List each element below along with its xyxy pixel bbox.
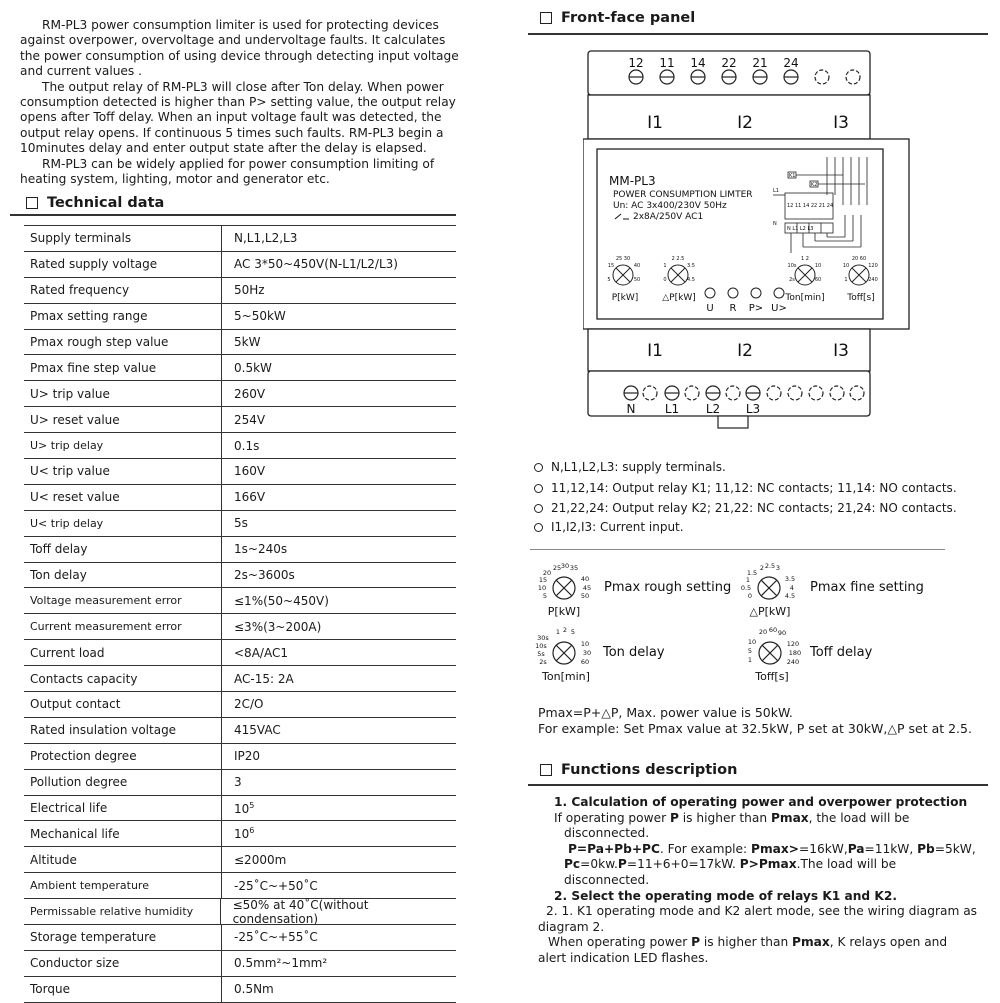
table-cell-value <box>222 982 274 996</box>
value-text: 3 <box>234 775 242 790</box>
toff-dial-unit: Toff[s] <box>755 670 789 683</box>
value-text: 1s~240s <box>234 542 288 557</box>
svg-text:5s: 5s <box>537 650 545 658</box>
table-row <box>24 873 456 899</box>
svg-text:3.5: 3.5 <box>784 575 796 583</box>
svg-text:20: 20 <box>542 569 552 577</box>
ct-label-i1-top: I1 <box>647 113 663 133</box>
terminal-label-12: 12 <box>628 56 644 70</box>
led-label-p: P> <box>748 303 764 314</box>
led-label-u-over: U> <box>771 303 787 314</box>
svg-text:20 60: 20 60 <box>851 256 867 262</box>
diagram-label-terminals: 12 11 14 22 21 24 <box>787 203 834 209</box>
svg-text:3: 3 <box>775 564 781 572</box>
svg-text:2s: 2s <box>539 658 547 666</box>
value-text: ≤2000m <box>234 852 287 867</box>
table-cell-label: Rated supply voltage <box>24 252 222 277</box>
intro-paragraph-1: RM-PL3 power consumption limiter is used for protecting devices against overpower, overvoltage and undervoltage faults. It calculates the power consumption of using device through detecting input voltage and current values . <box>20 18 459 79</box>
table-row <box>24 252 456 278</box>
table-row <box>24 666 456 692</box>
value-text: N,L1,L2,L3 <box>234 231 298 246</box>
table-cell-label: Protection degree <box>24 744 222 769</box>
table-cell-label: U< reset value <box>24 485 222 510</box>
functions-text-1a: If operating power P is higher than Pmax, the load will be disconnected. <box>554 810 910 841</box>
table-cell-value <box>222 749 260 763</box>
svg-text:10: 10 <box>537 584 547 592</box>
value-text: 415VAC <box>234 723 281 738</box>
table-row <box>24 951 456 977</box>
functions-heading-1: 1. Calculation of operating power and overpower protection <box>554 795 968 809</box>
value-text: 254V <box>234 412 266 427</box>
functions-heading <box>540 762 737 778</box>
table-cell-label: Ton delay <box>24 563 222 588</box>
diagram-label-n: N <box>773 221 777 227</box>
intro-paragraph-3: RM-PL3 can be widely applied for power consumption limiting of heating system, lighting, motor and generator etc. <box>20 156 435 187</box>
svg-text:5: 5 <box>542 592 548 600</box>
front-face-panel-heading <box>540 10 695 26</box>
table-cell-value <box>222 542 287 556</box>
table-row <box>24 563 456 589</box>
svg-text:1.5: 1.5 <box>746 569 758 577</box>
table-cell-label: Pmax fine step value <box>24 355 222 380</box>
table-cell-value <box>222 361 272 375</box>
functions-body <box>538 795 978 967</box>
table-row <box>24 899 456 925</box>
ton-dial-icon <box>553 642 575 664</box>
value-text: 5s <box>234 516 248 531</box>
svg-text:10: 10 <box>747 638 757 646</box>
svg-text:25 30: 25 30 <box>615 256 631 262</box>
svg-text:4: 4 <box>789 584 795 592</box>
table-cell-label: Altitude <box>24 847 222 872</box>
checkbox-square-icon <box>540 12 552 24</box>
table-row <box>24 304 456 330</box>
table-row <box>24 511 456 537</box>
legend-text: I1,I2,I3: Current input. <box>551 520 684 534</box>
din-clip <box>718 416 748 428</box>
svg-text:1: 1 <box>555 628 561 636</box>
value-text: 5~50kW <box>234 309 286 324</box>
value-text: 5kW <box>234 335 261 349</box>
value-text: 10 <box>234 801 250 816</box>
table-cell-value <box>222 697 264 711</box>
diagram-label-l1: L1 <box>773 188 779 194</box>
terminal-label-l2: L2 <box>705 402 721 416</box>
table-row <box>24 355 456 381</box>
table-row <box>24 588 456 614</box>
model-spec-voltage: Un: AC 3x400/230V 50Hz <box>613 201 727 211</box>
terminal-screw-icon <box>722 70 736 84</box>
terminal-screw-icon <box>624 386 638 400</box>
svg-text:10s: 10s <box>787 263 797 269</box>
value-text: 0.5Nm <box>234 982 274 997</box>
table-cell-value <box>222 826 254 841</box>
value-text: 2s~3600s <box>234 568 295 583</box>
value-text: 0.1s <box>234 438 260 453</box>
svg-text:0: 0 <box>747 592 753 600</box>
ct-label-i1-bottom: I1 <box>647 341 663 361</box>
table-row <box>24 433 456 459</box>
table-cell-value <box>222 283 265 297</box>
terminal-screw-icon <box>746 386 760 400</box>
legend-item <box>534 501 957 515</box>
table-cell-value <box>222 439 259 453</box>
terminal-label-n: N <box>626 402 636 416</box>
led-u-icon <box>705 288 715 298</box>
terminal-label-l3: L3 <box>745 402 761 416</box>
functions-heading-2: 2. Select the operating mode of relays K1 and K2. <box>554 888 897 903</box>
legend-item <box>534 460 726 474</box>
table-cell-label: U> trip value <box>24 381 222 406</box>
svg-text:0: 0 <box>663 277 667 283</box>
panel-top-ct-band <box>588 95 870 139</box>
table-row <box>24 407 456 433</box>
functions-text-1c: Pc=0kw.P=11+6+0=17kW. P>Pmax.The load will be disconnected. <box>564 857 897 887</box>
ct-label-i2-bottom: I2 <box>737 341 753 361</box>
rough-dial-name: Pmax rough setting <box>604 580 732 595</box>
svg-text:40: 40 <box>633 263 641 269</box>
legend-text: 11,12,14: Output relay K1; 11,12: NC contacts; 11,14: NO contacts. <box>551 481 957 495</box>
table-cell-label: U< trip value <box>24 459 222 484</box>
svg-text:15: 15 <box>607 263 615 269</box>
svg-text:30: 30 <box>560 562 570 570</box>
table-cell-value <box>222 594 329 608</box>
value-text: IP20 <box>234 749 261 764</box>
dial-label-p: P[kW] <box>611 293 639 303</box>
table-cell-value <box>222 257 398 271</box>
svg-text:60: 60 <box>768 626 778 634</box>
table-cell-label: Rated insulation voltage <box>24 718 222 743</box>
bullet-circle-icon <box>534 463 543 472</box>
table-row <box>24 925 456 951</box>
table-row <box>24 640 456 666</box>
table-cell-value <box>222 309 286 323</box>
svg-text:3.5: 3.5 <box>687 263 695 269</box>
diagram-label-k2: K2 <box>811 182 818 188</box>
svg-text:60: 60 <box>814 277 822 283</box>
table-cell-label: Voltage measurement error <box>24 588 222 613</box>
terminal-label-21: 21 <box>752 56 768 70</box>
table-cell-value <box>222 646 288 660</box>
terminal-screw-icon <box>691 70 705 84</box>
led-r-icon <box>728 288 738 298</box>
checkbox-square-icon <box>540 764 552 776</box>
led-label-u: U <box>706 303 714 314</box>
table-cell-label: Current load <box>24 640 222 665</box>
svg-text:50: 50 <box>633 277 641 283</box>
svg-text:1 2: 1 2 <box>801 256 809 262</box>
table-row <box>24 459 456 485</box>
table-row <box>24 718 456 744</box>
ct-label-i3-top: I3 <box>833 113 849 133</box>
svg-text:120: 120 <box>868 263 878 269</box>
ton-dial-name: Ton delay <box>603 645 665 660</box>
functions-text-2b: When operating power P is higher than Pmax, K relays open and alert indication LED flashes. <box>538 935 948 965</box>
table-cell-label: Pmax setting range <box>24 304 222 329</box>
value-text: 10 <box>234 827 250 842</box>
empty-terminal-icon <box>846 70 860 84</box>
value-text: ≤50% at 40˚C(without condensation) <box>232 897 369 926</box>
svg-text:5: 5 <box>747 647 753 655</box>
svg-text:1: 1 <box>663 263 667 269</box>
dial-label-ton: Ton[min] <box>785 293 825 303</box>
diagram-label-supply: N L1 L2 L3 <box>787 226 814 232</box>
table-row <box>24 744 456 770</box>
led-u-over-icon <box>774 288 784 298</box>
svg-text:10s: 10s <box>535 642 547 650</box>
table-cell-label: Electrical life <box>24 796 222 821</box>
table-cell-label: U> reset value <box>24 407 222 432</box>
svg-text:90: 90 <box>777 629 787 637</box>
front-face-panel-title: Front-face panel <box>561 10 696 26</box>
checkbox-square-icon <box>26 197 38 209</box>
terminal-label-22: 22 <box>721 56 737 70</box>
value-text: 0.5kW <box>234 360 272 375</box>
value-text: ≤3%(3~200A) <box>234 619 322 634</box>
svg-text:2: 2 <box>759 564 765 572</box>
dial-delta-p-icon <box>668 265 688 285</box>
rough-dial-unit: P[kW] <box>547 605 581 618</box>
table-cell-label: Supply terminals <box>24 226 222 251</box>
svg-text:30: 30 <box>582 649 592 657</box>
svg-text:35: 35 <box>569 564 579 572</box>
svg-text:10: 10 <box>814 263 822 269</box>
legend-text: N,L1,L2,L3: supply terminals. <box>551 460 726 474</box>
table-cell-value <box>222 387 265 401</box>
intro-text <box>20 18 465 187</box>
table-cell-label: Conductor size <box>24 951 222 976</box>
table-cell-value <box>222 853 286 867</box>
table-cell-value <box>222 231 297 245</box>
table-row <box>24 977 456 1003</box>
terminal-label-l1: L1 <box>664 402 680 416</box>
terminal-screw-icon <box>784 70 798 84</box>
value-text: 166V <box>234 490 266 505</box>
bullet-circle-icon <box>534 484 543 493</box>
table-row <box>24 225 456 252</box>
table-row <box>24 485 456 511</box>
table-cell-value <box>222 335 260 349</box>
svg-text:10: 10 <box>842 263 850 269</box>
table-row <box>24 847 456 873</box>
value-text: ≤1%(50~450V) <box>234 593 329 608</box>
svg-text:120: 120 <box>786 640 800 648</box>
table-row <box>24 537 456 563</box>
svg-text:20: 20 <box>758 628 768 636</box>
dial-explanations <box>530 558 990 688</box>
table-row <box>24 381 456 407</box>
table-row <box>24 330 456 356</box>
table-row <box>24 614 456 640</box>
value-text: -25˚C~+50˚C <box>234 878 318 893</box>
intro-paragraph-2: The output relay of RM-PL3 will close after Ton delay. When power consumption detected is higher than P> setting value, the output relay opens after Toff delay. When an input voltage fault was detected, the output relay opens. If continuous 5 times such faults. RM-PL3 begin a 10minutes delay and enter output state after the delay is elapsed. <box>20 79 456 156</box>
table-row <box>24 821 456 847</box>
svg-text:2 2.5: 2 2.5 <box>671 256 685 262</box>
svg-text:240: 240 <box>786 658 800 666</box>
bullet-circle-icon <box>534 523 543 532</box>
table-cell-value <box>222 413 265 427</box>
table-cell-label: U> trip delay <box>24 433 222 458</box>
svg-text:50: 50 <box>580 592 590 600</box>
svg-text:1: 1 <box>747 656 753 664</box>
value-text: <8A/AC1 <box>234 645 288 660</box>
terminal-screw-icon <box>629 70 643 84</box>
terminal-screw-icon <box>753 70 767 84</box>
table-cell-value <box>222 620 321 634</box>
table-cell-label: U< trip delay <box>24 511 222 536</box>
table-cell-label: Current measurement error <box>24 614 222 639</box>
table-cell-value <box>222 775 242 789</box>
value-exponent: 6 <box>249 826 255 836</box>
svg-text:180: 180 <box>788 649 802 657</box>
functions-text-1b: P=Pa+Pb+PC. For example: Pmax>=16kW,Pa=11kW, Pb=5kW, <box>568 841 976 856</box>
value-text: 50Hz <box>234 283 265 298</box>
value-exponent: 5 <box>249 800 255 810</box>
table-row <box>24 278 456 304</box>
svg-text:5: 5 <box>607 277 611 283</box>
table-cell-label: Ambient temperature <box>24 873 222 898</box>
value-text: 160V <box>234 464 266 479</box>
model-name: MM-PL3 <box>609 174 656 188</box>
technical-data-table <box>24 225 456 1003</box>
legend-item <box>534 520 684 534</box>
terminal-label-14: 14 <box>690 56 706 70</box>
value-text: -25˚C~+55˚C <box>234 930 318 945</box>
table-cell-value <box>222 801 254 816</box>
table-cell-label: Output contact <box>24 692 222 717</box>
ton-dial-unit: Ton[min] <box>542 670 590 683</box>
table-cell-value <box>222 672 294 686</box>
fine-dial-name: Pmax fine setting <box>810 580 924 595</box>
svg-text:0.5: 0.5 <box>740 584 752 592</box>
section-rule <box>528 784 988 786</box>
svg-text:1: 1 <box>745 576 751 584</box>
table-cell-label: Pollution degree <box>24 770 222 795</box>
led-label-r: R <box>729 303 737 314</box>
table-row <box>24 796 456 822</box>
svg-text:5: 5 <box>570 628 576 636</box>
dial-label-toff: Toff[s] <box>847 293 875 303</box>
value-text: AC 3*50~450V(N-L1/L2/L3) <box>234 257 398 272</box>
svg-text:240: 240 <box>868 277 878 283</box>
terminal-screw-icon <box>706 386 720 400</box>
svg-text:2s: 2s <box>789 277 795 283</box>
value-text: 0.5mm²~1mm² <box>234 956 328 971</box>
ct-label-i2-top: I2 <box>737 113 753 133</box>
technical-data-title: Technical data <box>47 195 165 211</box>
toff-dial-icon <box>759 642 781 664</box>
table-cell-label: Toff delay <box>24 537 222 562</box>
pmax-note-line-2: For example: Set Pmax value at 32.5kW, P set at 30kW,△P set at 2.5. <box>538 721 972 736</box>
divider <box>530 549 945 550</box>
terminal-label-11: 11 <box>659 56 675 70</box>
fine-dial-icon <box>758 577 780 599</box>
section-rule <box>10 214 456 216</box>
svg-text:15: 15 <box>538 576 548 584</box>
table-cell-value <box>222 956 327 970</box>
table-cell-label: Storage temperature <box>24 925 222 950</box>
terminal-screw-icon <box>660 70 674 84</box>
table-cell-value <box>222 930 318 944</box>
svg-text:60: 60 <box>580 658 590 666</box>
technical-data-heading <box>26 195 164 211</box>
svg-text:45: 45 <box>582 584 592 592</box>
table-row <box>24 770 456 796</box>
front-panel-drawing <box>583 45 913 435</box>
terminal-label-24: 24 <box>783 56 799 70</box>
table-cell-label: Rated frequency <box>24 278 222 303</box>
table-cell-value <box>222 516 248 530</box>
pmax-note-line-1: Pmax=P+△P, Max. power value is 50kW. <box>538 705 793 720</box>
model-spec-contacts: 2x8A/250V AC1 <box>633 212 704 222</box>
table-cell-value <box>222 464 265 478</box>
table-cell-value <box>222 879 318 893</box>
value-text: 260V <box>234 386 266 401</box>
led-p-icon <box>751 288 761 298</box>
panel-bottom-ct-band <box>588 329 870 371</box>
model-subtitle: POWER CONSUMPTION LIMTER <box>613 190 753 200</box>
svg-text:30s: 30s <box>537 634 549 642</box>
table-cell-value <box>221 898 456 926</box>
functions-title: Functions description <box>561 762 738 778</box>
svg-text:4.5: 4.5 <box>784 592 796 600</box>
ct-label-i3-bottom: I3 <box>833 341 849 361</box>
svg-text:2: 2 <box>562 626 568 634</box>
dial-ton-icon <box>795 265 815 285</box>
legend-text: 21,22,24: Output relay K2; 21,22: NC contacts; 21,24: NO contacts. <box>551 501 957 515</box>
svg-text:25: 25 <box>552 564 562 572</box>
value-text: AC-15: 2A <box>234 671 294 686</box>
section-rule <box>528 33 988 35</box>
table-cell-value <box>222 723 281 737</box>
rough-dial-icon <box>553 577 575 599</box>
diagram-label-k1: K1 <box>789 173 796 179</box>
functions-text-2a: 2. 1. K1 operating mode and K2 alert mode, see the wiring diagram as diagram 2. <box>538 904 978 934</box>
table-cell-label: Contacts capacity <box>24 666 222 691</box>
svg-text:40: 40 <box>580 575 590 583</box>
table-cell-label: Pmax rough step value <box>24 330 222 355</box>
fine-dial-unit: △P[kW] <box>749 605 791 618</box>
legend-item <box>534 481 957 495</box>
dial-label-delta-p: △P[kW] <box>662 293 696 303</box>
dial-p-kw-icon <box>613 265 633 285</box>
value-text: 2C/O <box>234 697 264 712</box>
pmax-note <box>538 705 972 737</box>
table-cell-value <box>222 490 265 504</box>
bullet-circle-icon <box>534 504 543 513</box>
empty-terminal-icon <box>815 70 829 84</box>
dial-toff-icon <box>849 265 869 285</box>
svg-text:4.5: 4.5 <box>687 277 695 283</box>
table-cell-value <box>222 568 295 582</box>
table-cell-label: Mechanical life <box>24 821 222 846</box>
table-cell-label: Permissable relative humidity <box>24 899 221 924</box>
svg-text:1: 1 <box>844 277 848 283</box>
svg-text:10: 10 <box>580 640 590 648</box>
table-row <box>24 692 456 718</box>
toff-dial-name: Toff delay <box>810 645 873 660</box>
svg-text:2.5: 2.5 <box>764 562 776 570</box>
table-cell-label: Torque <box>24 977 222 1002</box>
terminal-screw-icon <box>665 386 679 400</box>
